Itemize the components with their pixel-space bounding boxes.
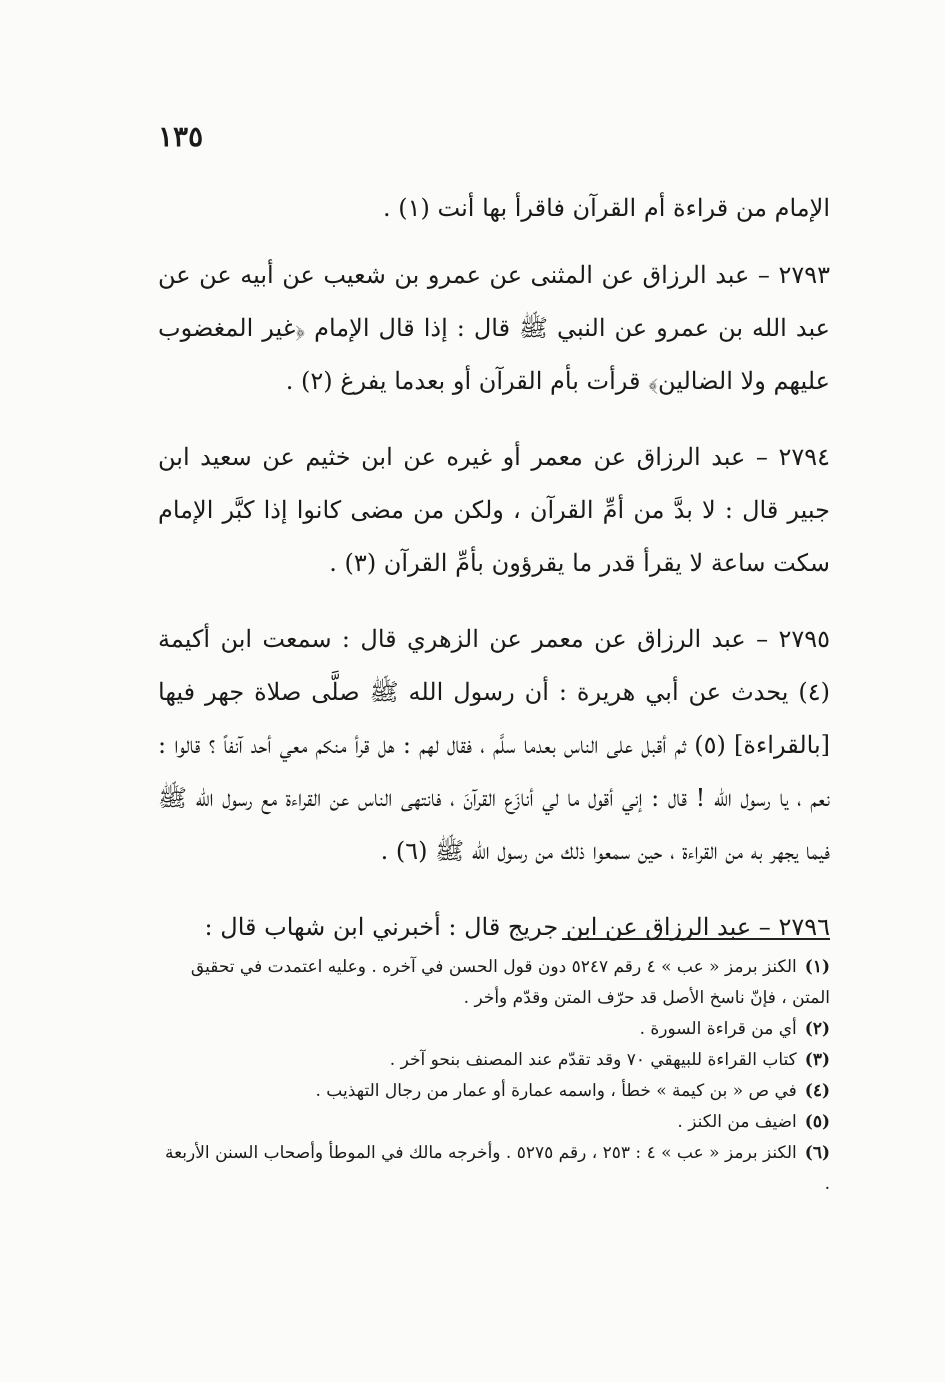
footnote-text: أي من قراءة السورة . [639,1019,797,1039]
footnote-text: الكنز برمز « عب » ٤ : ٢٥٣ ، رقم ٥٢٧٥ . وأخرجه مالك في الموطأ وأصحاب السنن الأربعة . [164,1143,830,1194]
footnote [158,1014,830,1045]
hadith-2793: ٢٧٩٣ – عبد الرزاق عن المثنى عن عمرو بن شعيب عن أبيه عن عن عبد الله بن عمرو عن النبي ﷺ قال : إذا قال الإمام ﴿غير المغضوب عليهم ولا الضالين﴾ قرأت بأم القرآن أو بعدما يفرغ (٢) . [158,261,830,395]
footnotes [158,952,830,1200]
footnote-number: (٦) [804,1143,830,1163]
footnote [158,1138,830,1200]
footnote-text: اضيف من الكنز . [677,1112,797,1132]
footnote [158,952,830,1014]
footnote-divider [562,938,830,940]
hadith-2796: ٢٧٩٦ – عبد الرزاق عن ابن جريج قال : أخبرني ابن شهاب قال : [204,913,830,941]
paragraph: الإمام من قراءة أم القرآن فاقرأ بها أنت (١) . [383,194,830,222]
footnote [158,1107,830,1138]
footnote-text: الكنز برمز « عب » ٤ رقم ٥٢٤٧ دون قول الحسن في آخره . وعليه اعتمدت في تحقيق المتن ، فإنّ ناسخ الأصل قد حرّف المتن وقدّم وأخر . [190,957,830,1008]
body-text [158,182,830,977]
footnote-number: (٥) [804,1112,830,1132]
footnote [158,1076,830,1107]
footnote-text: في ص « بن كيمة » خطأ ، واسمه عمارة أو عمار من رجال التهذيب . [315,1081,797,1101]
footnote-number: (١) [804,957,830,977]
footnote-number: (٢) [804,1019,830,1039]
hadith-2794: ٢٧٩٤ – عبد الرزاق عن معمر أو غيره عن ابن خثيم عن سعيد ابن جبير قال : لا بدَّ من أمِّ القرآن ، ولكن من مضى كانوا إذا كبَّر الإمام سكت ساعة لا يقرأ قدر ما يقرؤون بأمِّ القرآن (٣) . [158,443,830,577]
page-number: ١٣٥ [158,120,204,153]
footnote-number: (٣) [804,1050,830,1070]
footnote-text: كتاب القراءة للبيهقي ٧٠ وقد تقدّم عند المصنف بنحو آخر . [389,1050,797,1070]
footnote [158,1045,830,1076]
hadith-2795: ٢٧٩٥ – عبد الرزاق عن معمر عن الزهري قال : سمعت ابن أكيمة (٤) يحدث عن أبي هريرة : أن رسول الله ﷺ صلَّى صلاة جهر فيها [بالقراءة] (٥) ثم أقبل على الناس بعدما سلَّم ، فقال لهم : هل قرأ منكم معي أحد آنفاً ؟ قالوا : نعم ، يا رسول الله ! قال : إني أقول ما لي أنازَع القرآنَ ، فانتهى الناس عن القراءة مع رسول الله ﷺ فيما يجهر به من القراءة ، حين سمعوا ذلك من رسول الله ﷺ (٦) . [158,625,830,865]
footnote-number: (٤) [804,1081,830,1101]
